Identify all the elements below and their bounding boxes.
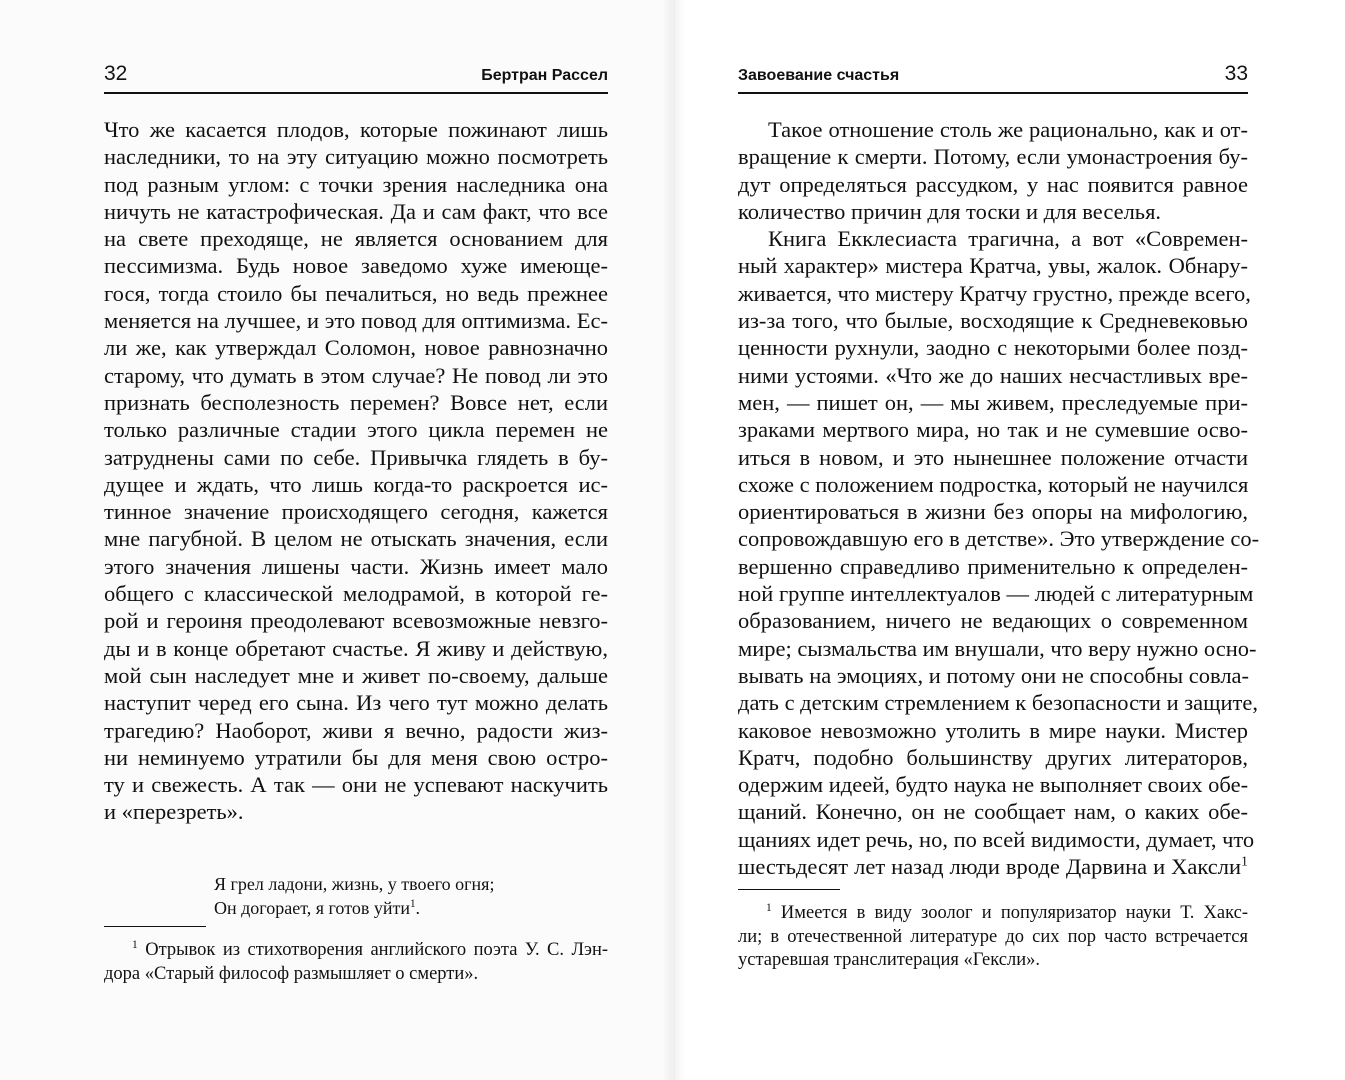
footnote-marker: 1	[1241, 854, 1248, 870]
footnote-text: Отрывок из стихотворения английского поэта У. С. Лэн-	[145, 940, 609, 960]
text-line: ды и в конце обретают счастье. Я живу и действую,	[104, 635, 608, 661]
poem-line-2	[214, 896, 604, 920]
footnote-marker: 1	[409, 898, 416, 910]
text-line: Что же касается плодов, которые пожинают лишь	[104, 117, 608, 142]
text-line: только различные стадии этого цикла перемен не	[104, 417, 608, 443]
poem-line-1: Я грел ладони, жизнь, у твоего огня;	[214, 874, 495, 894]
text-line: ный характер» мистера Кратча, увы, жалок. Обнару-	[738, 253, 1248, 279]
text-line: рой и героиня преодолевают всевозможные невзго-	[104, 608, 608, 634]
text-line: меняется на лучшее, и это повод для оптимизма. Ес-	[104, 308, 608, 334]
text-line: ничуть не катастрофическая. Да и сам факт, что все	[104, 198, 608, 224]
text-line: пессимизма. Будь новое заведомо хуже имеюще-	[104, 253, 608, 279]
text-line: дущее и ждать, что лишь когда-то раскроется ис-	[104, 471, 608, 497]
right-page-number: 33	[1224, 62, 1248, 85]
text-line: количество причин для тоски и для веселья.	[738, 198, 1162, 224]
text-line: ни неминуемо утратили бы для меня свою остро-	[104, 744, 608, 770]
text-line: Такое отношение столь же рационально, как и от-	[768, 117, 1248, 142]
footnote-number: 1	[766, 901, 772, 914]
poem-line-2-text: Он догорает, я готов уйти	[214, 898, 410, 918]
text-line: вращение к смерти. Потому, если умонастроения бу-	[738, 144, 1248, 170]
left-body-text	[104, 116, 608, 826]
text-line: признать бесполезность перемен? Вовсе нет, если	[104, 389, 608, 415]
text-line: трагедию? Наоборот, живи я вечно, радости жиз-	[104, 717, 608, 743]
left-footnote	[104, 939, 608, 986]
text-line: старому, что думать в этом случае? Не повод ли это	[104, 362, 608, 388]
footnote-number: 1	[132, 938, 138, 951]
text-line: живается, что мистеру Кратчу грустно, прежде всего,	[738, 280, 1251, 306]
text-line: мне пагубной. В целом не отыскать значения, если	[104, 526, 608, 552]
text-line: из-за того, что былые, восходящие к Средневековью	[738, 308, 1248, 334]
text-line: иться в новом, и это нынешнее положение отчасти	[738, 444, 1248, 470]
footnote-divider	[738, 889, 840, 890]
footnote-divider	[104, 926, 206, 927]
footnote-line: дора «Старый философ размышляет о смерти».	[104, 963, 479, 984]
text-line: ценности рухнули, заодно с некоторыми более позд-	[738, 335, 1248, 361]
text-line: и «перезреть».	[104, 799, 244, 825]
right-body-text	[738, 116, 1260, 880]
text-line: схоже с положением подростка, который не научился	[738, 471, 1249, 497]
poem-line-2-end: .	[415, 898, 421, 918]
right-footnote	[738, 902, 1248, 973]
text-line: одержим идеей, будто наука не выполняет своих обе-	[738, 772, 1249, 798]
left-page-number: 32	[104, 62, 128, 85]
text-line	[738, 853, 1248, 880]
text-line: ориентироваться в жизни без опоры на мифологию,	[738, 499, 1248, 525]
text-line: вершенно справедливо применительно к определен-	[738, 553, 1248, 579]
poem-quote	[214, 872, 604, 920]
text-line: затруднены сами по себе. Привычка глядеть в бу-	[104, 444, 608, 470]
text-line: наступит черед его сына. Из чего тут можно делать	[104, 690, 608, 716]
text-line: мен, — пишет он, — мы живем, преследуемые при-	[738, 389, 1248, 415]
footnote-text: Имеется в виду зоолог и популяризатор науки Т. Хакс-	[780, 903, 1248, 923]
text-line: ними устоями. «Что же до наших несчастливых вре-	[738, 362, 1248, 388]
text-line: щаниях идет речь, но, по всей видимости, думает, что	[738, 826, 1255, 852]
text-line: на свете преходяще, не является основанием для	[104, 226, 608, 252]
footnote-line	[738, 902, 1248, 926]
footnote-line: ли; в отечественной литературе до сих пор часто встречается	[738, 926, 1248, 947]
text-line: общего с классической мелодрамой, в которой ге-	[104, 581, 608, 607]
footnote-line: устаревшая транслитерация «Гексли».	[738, 950, 1040, 970]
text-line: гося, тогда стоило бы печалиться, но ведь прежнее	[104, 280, 608, 306]
left-running-title: Бертран Рассел	[481, 67, 608, 84]
text-line-content: шестьдесят лет назад люди вроде Дарвина и Хаксли	[738, 854, 1242, 880]
text-line: Кратч, подобно большинству других литераторов,	[738, 744, 1248, 770]
text-line: тинное значение происходящего сегодня, кажется	[104, 499, 608, 525]
text-line: ту и свежесть. А так — они не успевают наскучить	[104, 772, 608, 798]
text-line: образованием, ничего не ведающих о современном	[738, 608, 1248, 634]
text-line: ли же, как утверждал Соломон, новое равнозначно	[104, 335, 608, 361]
text-line: ной группе интеллектуалов — людей с литературным	[738, 581, 1254, 607]
text-line: дут определяться рассудком, у нас появится равное	[738, 171, 1248, 197]
text-line: дать с детским стремлением к безопасности и защите,	[738, 690, 1258, 716]
text-line: под разным углом: с точки зрения наследника она	[104, 171, 608, 197]
text-line: этого значения лишены части. Жизнь имеет мало	[104, 553, 608, 579]
left-page-header	[104, 60, 608, 94]
text-line: мой сын наследует мне и живет по-своему, дальше	[104, 662, 608, 688]
text-line: каковое невозможно утолить в мире науки. Мистер	[738, 717, 1248, 743]
right-running-title: Завоевание счастья	[738, 67, 900, 84]
right-page-header	[738, 60, 1248, 94]
text-line: сопровождавшую его в детстве». Это утверждение со-	[738, 526, 1260, 552]
text-line: наследники, то на эту ситуацию можно посмотреть	[104, 144, 608, 170]
footnote-line	[104, 939, 608, 963]
book-gutter	[662, 0, 686, 1080]
text-line: щаний. Конечно, он не сообщает нам, о каких обе-	[738, 799, 1248, 825]
text-line: Книга Екклесиаста трагична, а вот «Современ-	[768, 226, 1248, 252]
text-line: вывать на эмоциях, и потому они не способны совла-	[738, 662, 1250, 688]
text-line: мире; сызмальства им внушали, что веру нужно осно-	[738, 635, 1257, 661]
text-line: зраками мертвого мира, но так и не сумевшие осво-	[738, 417, 1248, 443]
